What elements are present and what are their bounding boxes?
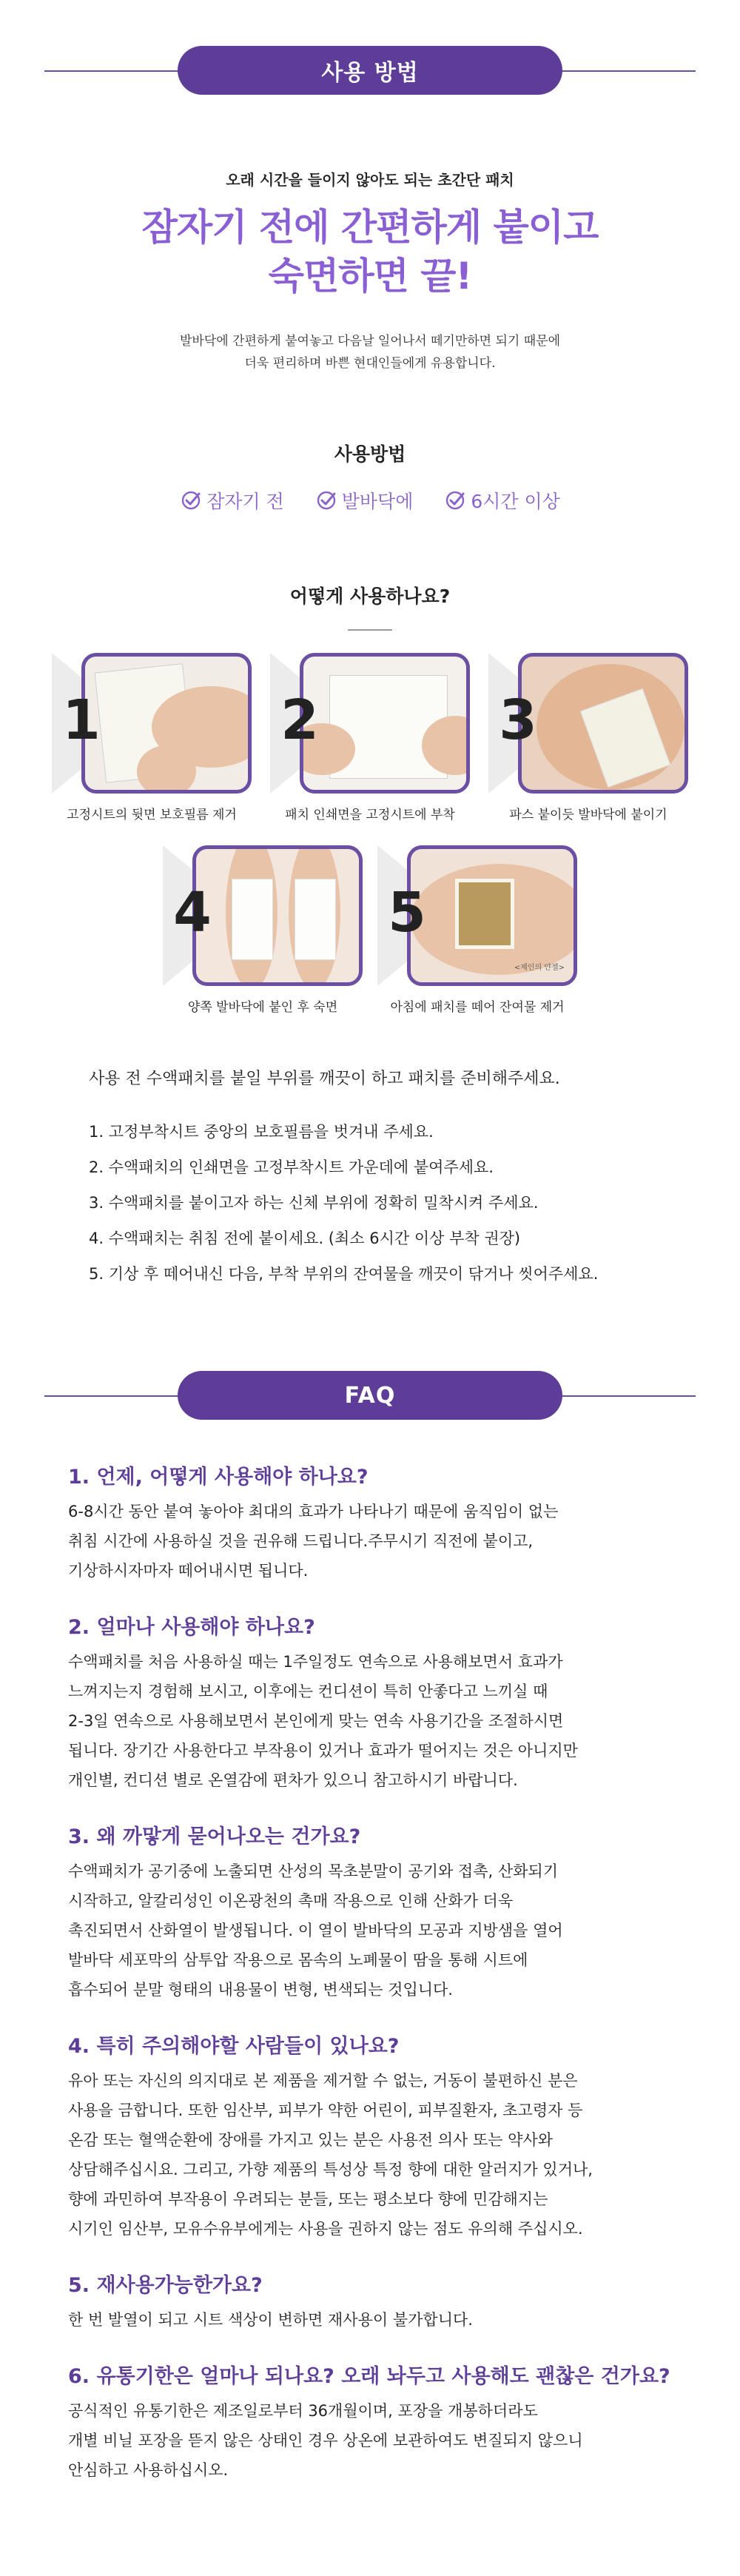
answer-line: 6-8시간 동안 붙여 놓아야 최대의 효과가 나타나기 때문에 움직임이 없는: [68, 1503, 559, 1520]
step-caption: 아침에 패치를 떼어 잔여물 제거: [390, 1000, 565, 1015]
step-caption: 파스 붙이듯 발바닥에 붙이기: [509, 808, 667, 822]
faq-answer: [68, 1497, 673, 1586]
steps-grid: [0, 653, 740, 1038]
check-circle-icon: [444, 489, 466, 511]
faq-item-2: [68, 1611, 673, 1795]
step-number: 2: [280, 688, 319, 752]
faq-item-6: [68, 2360, 673, 2485]
step-caption: 고정시트의 뒷면 보호필름 제거: [67, 808, 237, 822]
step-photo: [270, 653, 470, 794]
step-number: 3: [499, 688, 537, 752]
faq-answer: [68, 2066, 673, 2244]
faq-section-title: FAQ: [178, 1371, 562, 1420]
answer-line: 유아 또는 자신의 의지대로 본 제품을 제거할 수 없는, 거동이 불편하신 분은: [68, 2072, 578, 2090]
answer-line: 사용을 금합니다. 또한 임산부, 피부가 약한 어린이, 피부질환자, 초고령자 등: [68, 2102, 583, 2119]
step-caption: 패치 인쇄면을 고정시트에 부착: [285, 808, 455, 822]
step-5: [377, 845, 577, 1015]
step-4: [163, 845, 363, 1015]
answer-line: 개인별, 컨디션 별로 온열감에 편차가 있으니 참고하시기 바랍니다.: [68, 1771, 518, 1789]
how-to-title: 어떻게 사용하나요?: [289, 586, 451, 607]
list-item: 4. 수액패치는 취침 전에 붙이세요. (최소 6시간 이상 부착 권장): [89, 1230, 521, 1247]
answer-line: 공식적인 유통기한은 제조일로부터 36개월이며, 포장을 개봉하더라도: [68, 2402, 538, 2420]
list-item: 5. 기상 후 떼어내신 다음, 부착 부위의 잔여물을 깨끗이 닦거나 씻어주세요.: [89, 1265, 599, 1283]
desc-line-1: 발바닥에 간편하게 붙여놓고 다음날 일어나서 떼기만하면 되기 때문에: [179, 334, 561, 349]
answer-line: 시작하고, 알칼리성인 이온광천의 촉매 작용으로 인해 산화가 더욱: [68, 1892, 514, 1910]
usage-description: [0, 330, 740, 375]
check-label: 잠자기 전: [206, 491, 284, 512]
check-circle-icon: [315, 489, 337, 511]
check-item-sleep: [180, 487, 284, 514]
faq-question: 6. 유통기한은 얼마나 되나요? 오래 놔두고 사용해도 괜찮은 건가요?: [68, 2365, 670, 2388]
answer-line: 느껴지는지 경험해 보시고, 이후에는 컨디션이 특히 안좋다고 느끼실 때: [68, 1683, 548, 1700]
step-3: [488, 653, 688, 822]
answer-line: 온감 또는 혈액순환에 장애를 가지고 있는 분은 사용전 의사 또는 약사와: [68, 2131, 554, 2149]
answer-line: 발바닥 세포막의 삼투압 작용으로 몸속의 노폐물이 땀을 통해 시트에: [68, 1951, 528, 1969]
answer-line: 2-3일 연속으로 사용해보면서 본인에게 맞는 연속 사용기간을 조절하시면: [68, 1712, 564, 1730]
step-number: 4: [173, 881, 212, 945]
usage-section-header: [0, 41, 740, 100]
check-circle-icon: [180, 489, 202, 511]
how-to-underline: [348, 629, 392, 631]
faq-section-header: [0, 1366, 740, 1425]
list-item: 1. 고정부착시트 중앙의 보호필름을 벗겨내 주세요.: [89, 1123, 434, 1141]
faq-answer: [68, 2305, 673, 2335]
check-label: 6시간 이상: [471, 491, 560, 512]
answer-line: 흡수되어 분말 형태의 내용물이 변형, 변색되는 것입니다.: [68, 1981, 453, 1999]
step-1: [52, 653, 252, 822]
faq-list: [68, 1460, 673, 2485]
answer-line: 취침 시간에 사용하실 것을 권유해 드립니다.주무시기 직전에 붙이고,: [68, 1532, 534, 1550]
faq-question: 5. 재사용가능한가요?: [68, 2274, 263, 2297]
answer-line: 수액패치를 처음 사용하실 때는 1주일정도 연속으로 사용해보면서 효과가: [68, 1653, 563, 1671]
step-2: [270, 653, 470, 822]
answer-line: 상담해주십시요. 그리고, 가향 제품의 특성상 특정 향에 대한 알러지가 있거나,: [68, 2161, 593, 2178]
answer-line: 안심하고 사용하십시오.: [68, 2461, 229, 2479]
faq-answer: [68, 2396, 673, 2485]
desc-line-2: 더욱 편리하며 바쁜 현대인들에게 유용합니다.: [244, 356, 496, 371]
headline-line-1: 잠자기 전에 간편하게 붙이고: [141, 206, 599, 249]
step-photo: [52, 653, 252, 794]
list-item: 2. 수액패치의 인쇄면을 고정부착시트 가운데에 붙여주세요.: [89, 1158, 494, 1176]
step-caption: 양쪽 발바닥에 붙인 후 숙면: [187, 1000, 338, 1015]
answer-line: 향에 과민하여 부작용이 우려되는 분들, 또는 평소보다 향에 민감해지는: [68, 2190, 548, 2208]
faq-question: 4. 특히 주의해야할 사람들이 있나요?: [68, 2035, 400, 2058]
answer-line: 시기인 임산부, 모유수유부에게는 사용을 권하지 않는 점도 유의해 주십시오.: [68, 2220, 583, 2238]
headline-line-2: 숙면하면 끝!: [268, 255, 472, 298]
faq-question: 2. 얼마나 사용해야 하나요?: [68, 1616, 315, 1639]
check-label: 발바닥에: [341, 491, 414, 512]
step-number: 1: [62, 688, 101, 752]
faq-answer: [68, 1647, 673, 1795]
usage-headline: [0, 203, 740, 301]
usage-subtitle: 오래 시간을 들이지 않아도 되는 초간단 패치: [226, 171, 514, 189]
answer-line: 촉진되면서 산화열이 발생됩니다. 이 열이 발바닥의 모공과 지방샘을 열어: [68, 1922, 563, 1939]
faq-item-5: [68, 2269, 673, 2335]
usage-section-title: 사용 방법: [178, 46, 562, 95]
usage-steps-list: [89, 1114, 740, 1292]
method-checks: [0, 487, 740, 514]
faq-question: 3. 왜 까맣게 묻어나오는 건가요?: [68, 1825, 361, 1848]
faq-item-3: [68, 1820, 673, 2005]
faq-question: 1. 언제, 어떻게 사용해야 하나요?: [68, 1466, 369, 1489]
answer-line: 수액패치가 공기중에 노출되면 산성의 목초분말이 공기와 접촉, 산화되기: [68, 1862, 558, 1880]
answer-line: 기상하시자마자 떼어내시면 됩니다.: [68, 1562, 309, 1580]
faq-answer: [68, 1856, 673, 2005]
step-number: 5: [388, 881, 426, 945]
faq-item-1: [68, 1460, 673, 1586]
usage-intro: 사용 전 수액패치를 붙일 부위를 깨끗이 하고 패치를 준비해주세요.: [89, 1070, 560, 1088]
check-item-hours: [444, 487, 559, 514]
answer-line: 됩니다. 장기간 사용한다고 부작용이 있거나 효과가 떨어지는 것은 아니지만: [68, 1742, 578, 1760]
check-item-sole: [315, 487, 414, 514]
step-photo: [488, 653, 688, 794]
step-photo: [163, 845, 363, 986]
step-5-tag: <제인의 얀젤>: [514, 964, 565, 972]
method-title: 사용방법: [334, 443, 406, 465]
step-photo: [377, 845, 577, 986]
answer-line: 한 번 발열이 되고 시트 색상이 변하면 재사용이 불가합니다.: [68, 2311, 473, 2329]
answer-line: 개별 비닐 포장을 뜯지 않은 상태인 경우 상온에 보관하여도 변질되지 않으니: [68, 2432, 583, 2449]
faq-item-4: [68, 2030, 673, 2244]
list-item: 3. 수액패치를 붙이고자 하는 신체 부위에 정확히 밀착시켜 주세요.: [89, 1194, 539, 1212]
